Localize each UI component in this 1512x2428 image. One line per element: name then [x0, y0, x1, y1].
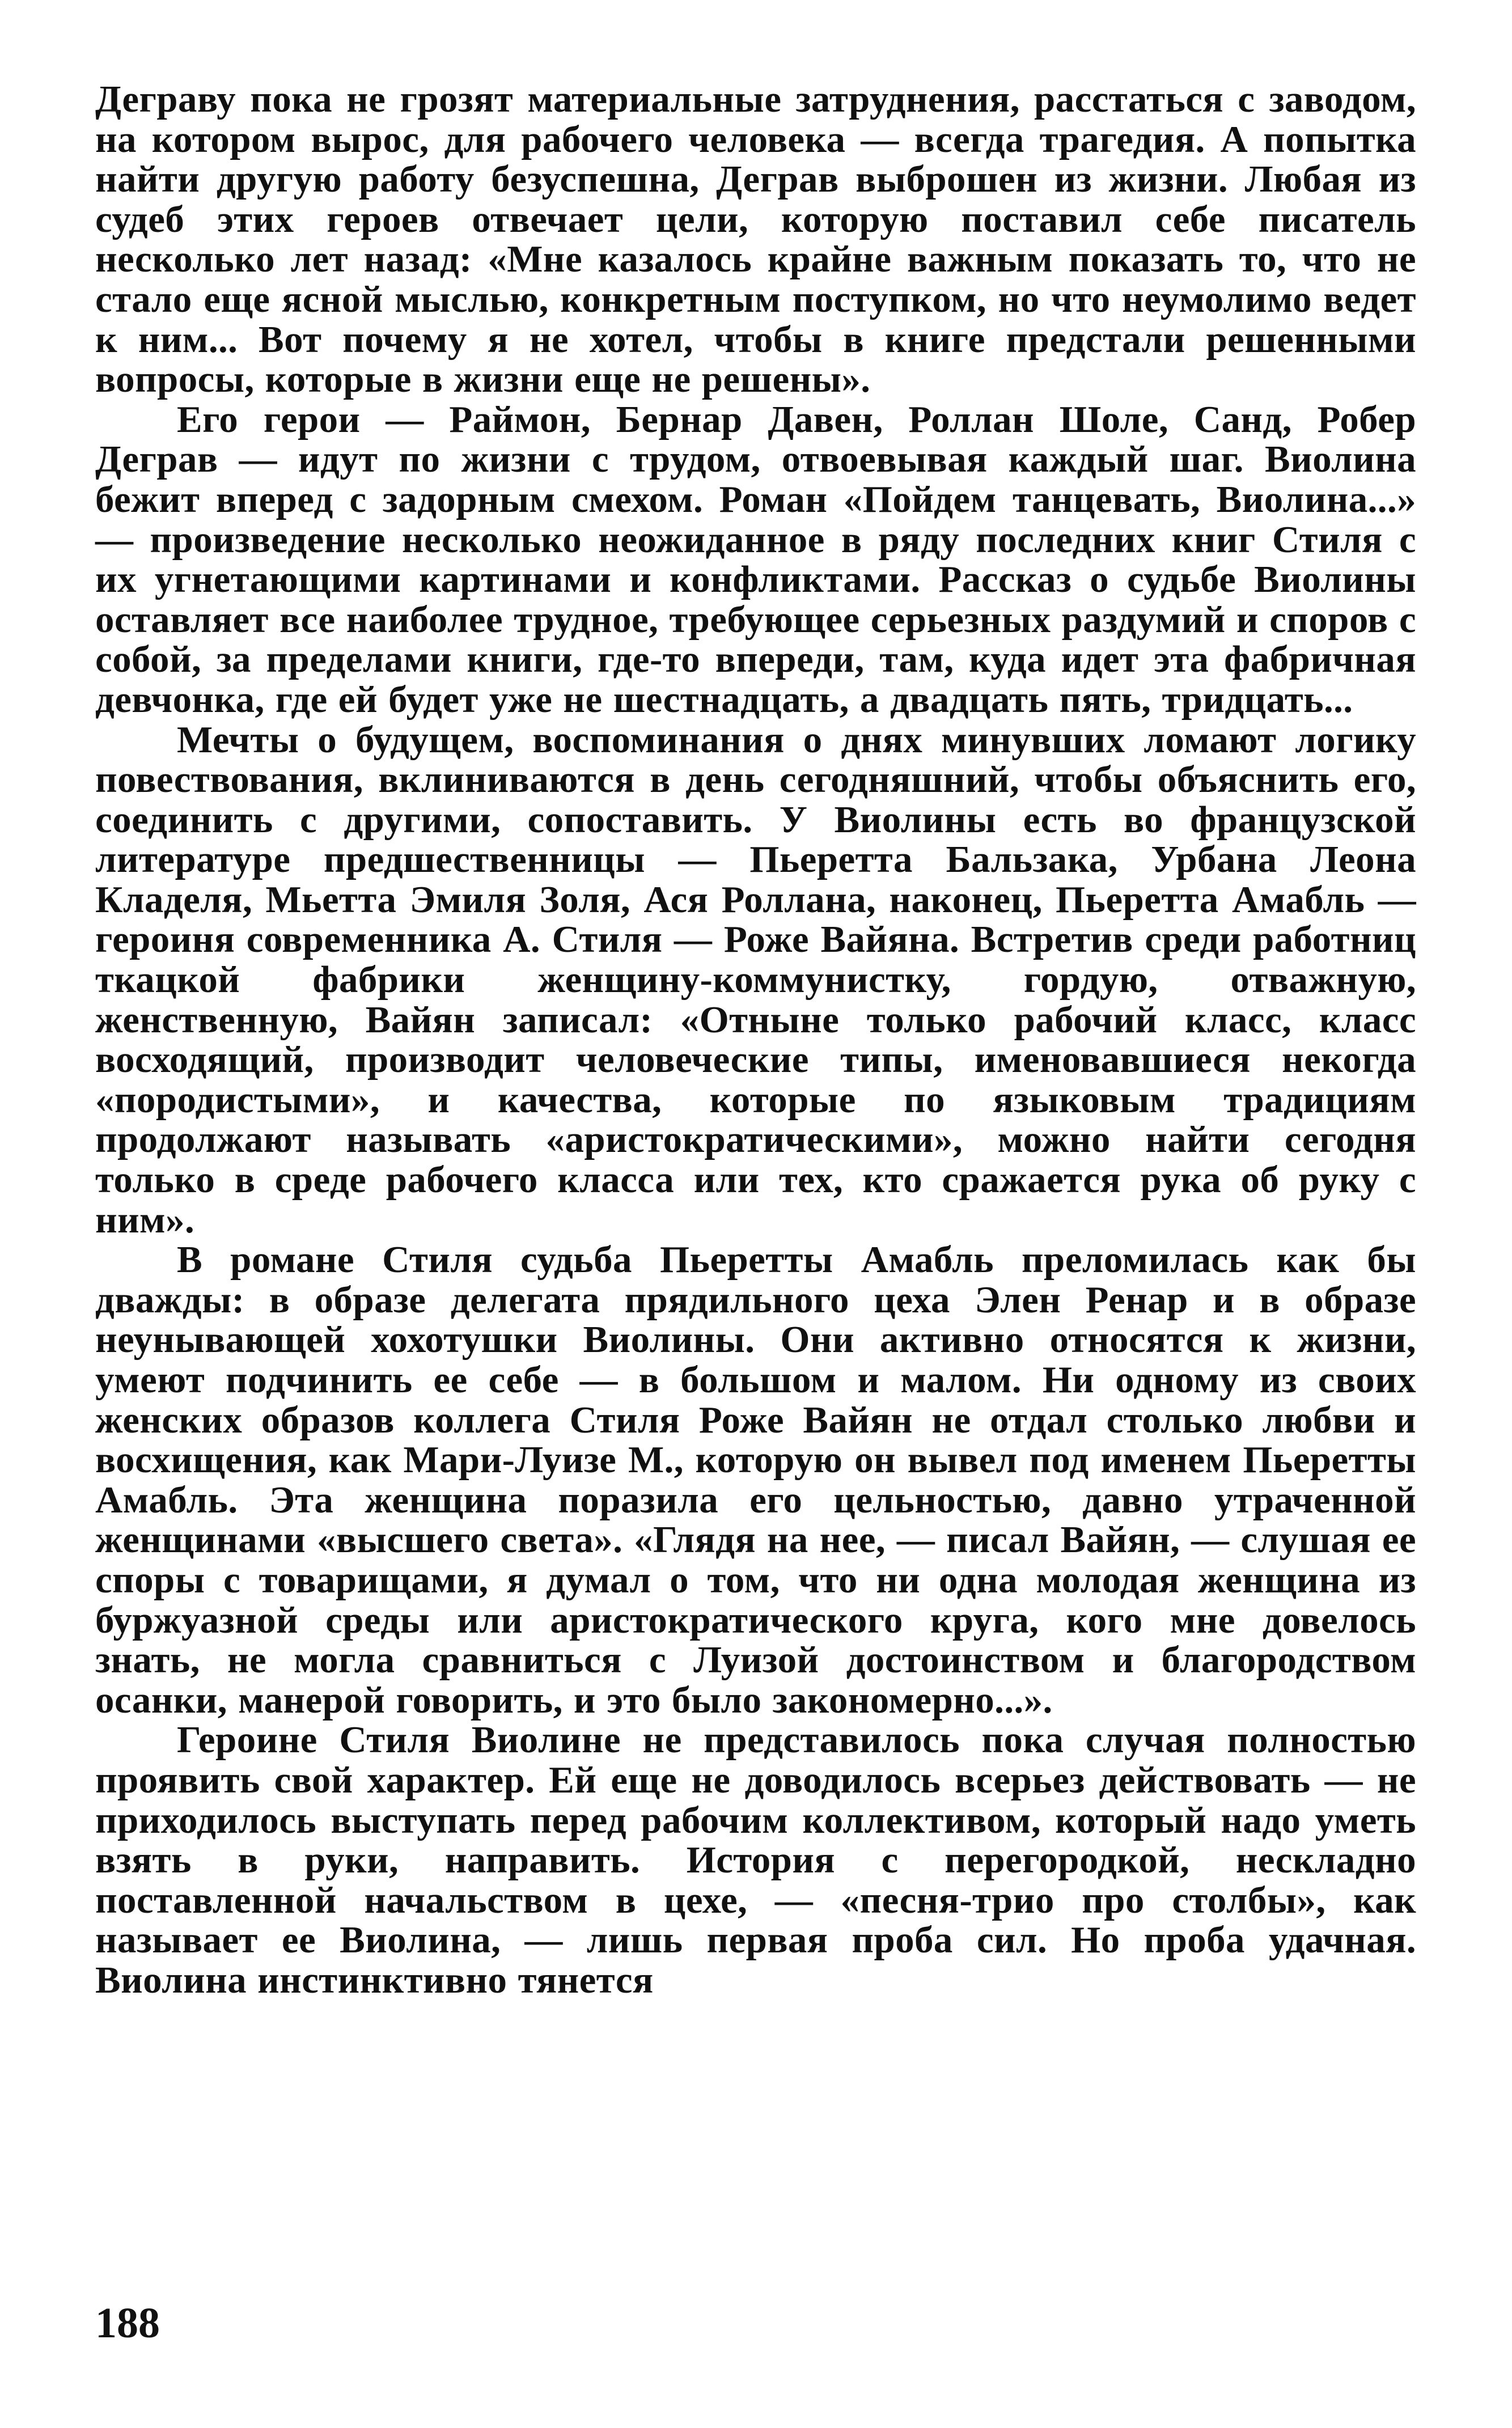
paragraph-5: Героине Стиля Виолине не представилось пока случая полностью проявить свой характер. Ей еще не доводилось всерьез действовать — не приходилось выступать перед рабочим коллективом, который надо уметь взять в руки, направить. История с перегородкой, нескладно поставленной начальством в цехе, — «песня-трио про столбы», как называет ее Виолина, — лишь первая проба сил. Но проба удачная. Виолина инстинктивно тянется	[95, 1719, 1416, 2001]
paragraph-3: Мечты о будущем, воспоминания о днях минувших ломают логику повествования, вклиниваются в день сегодняшний, чтобы объяснить его, соединить с другими, сопоставить. У Виолины есть во французской литературе предшественницы — Пьеретта Бальзака, Урбана Леона Кладеля, Мьетта Эмиля Золя, Ася Роллана, наконец, Пьеретта Амабль — героиня современника А. Стиля — Роже Вайяна. Встретив среди работниц ткацкой фабрики женщину-коммунистку, гордую, отважную, женственную, Вайян записал: «Отныне только рабочий класс, класс восходящий, производит человеческие типы, именовавшиеся некогда «породистыми», и качества, которые по языковым традициям продолжают называть «аристократическими», можно найти сегодня только в среде рабочего класса или тех, кто сражается рука об руку с ним».	[95, 718, 1416, 1241]
paragraph-2: Его герои — Раймон, Бернар Давен, Роллан Шоле, Санд, Робер Деграв — идут по жизни с трудом, отвоевывая каждый шаг. Виолина бежит вперед с задорным смехом. Роман «Пойдем танцевать, Виолина...» — произведение несколько неожиданное в ряду последних книг Стиля с их угнетающими картинами и конфликтами. Рассказ о судьбе Виолины оставляет все наиболее трудное, требующее серьезных раздумий и споров с собой, за пределами книги, где-то впереди, там, куда идет эта фабричная девчонка, где ей будет уже не шестнадцать, а двадцать пять, тридцать...	[95, 398, 1416, 721]
paragraph-4: В романе Стиля судьба Пьеретты Амабль преломилась как бы дважды: в образе делегата прядильного цеха Элен Ренар и в образе неунывающей хохотушки Виолины. Они активно относятся к жизни, умеют подчинить ее себе — в большом и малом. Ни одному из своих женских образов коллега Стиля Роже Вайян не отдал столько любви и восхищения, как Мари-Луизе М., которую он вывел под именем Пьеретты Амабль. Эта женщина поразила его цельностью, давно утраченной женщинами «высшего света». «Глядя на нее, — писал Вайян, — слушая ее споры с товарищами, я думал о том, что ни одна молодая женщина из буржуазной среды или аристократического круга, кого мне довелось знать, не могла сравниться с Луизой достоинством и благородством осанки, манерой говорить, и это было закономерно...».	[95, 1239, 1416, 1721]
book-page	[95, 79, 1416, 2347]
page-number: 188	[95, 2299, 160, 2347]
body-text	[95, 79, 1416, 2001]
paragraph-1: Деграву пока не грозят материальные затруднения, расстаться с заводом, на котором вырос, для рабочего человека — всегда трагедия. А попытка найти другую работу безуспешна, Деграв выброшен из жизни. Любая из судеб этих героев отвечает цели, которую поставил себе писатель несколько лет назад: «Мне казалось крайне важным показать то, что не стало еще ясной мыслью, конкретным поступком, но что неумолимо ведет к ним... Вот почему я не хотел, чтобы в книге предстали решенными вопросы, которые в жизни еще не решены».	[95, 78, 1416, 401]
